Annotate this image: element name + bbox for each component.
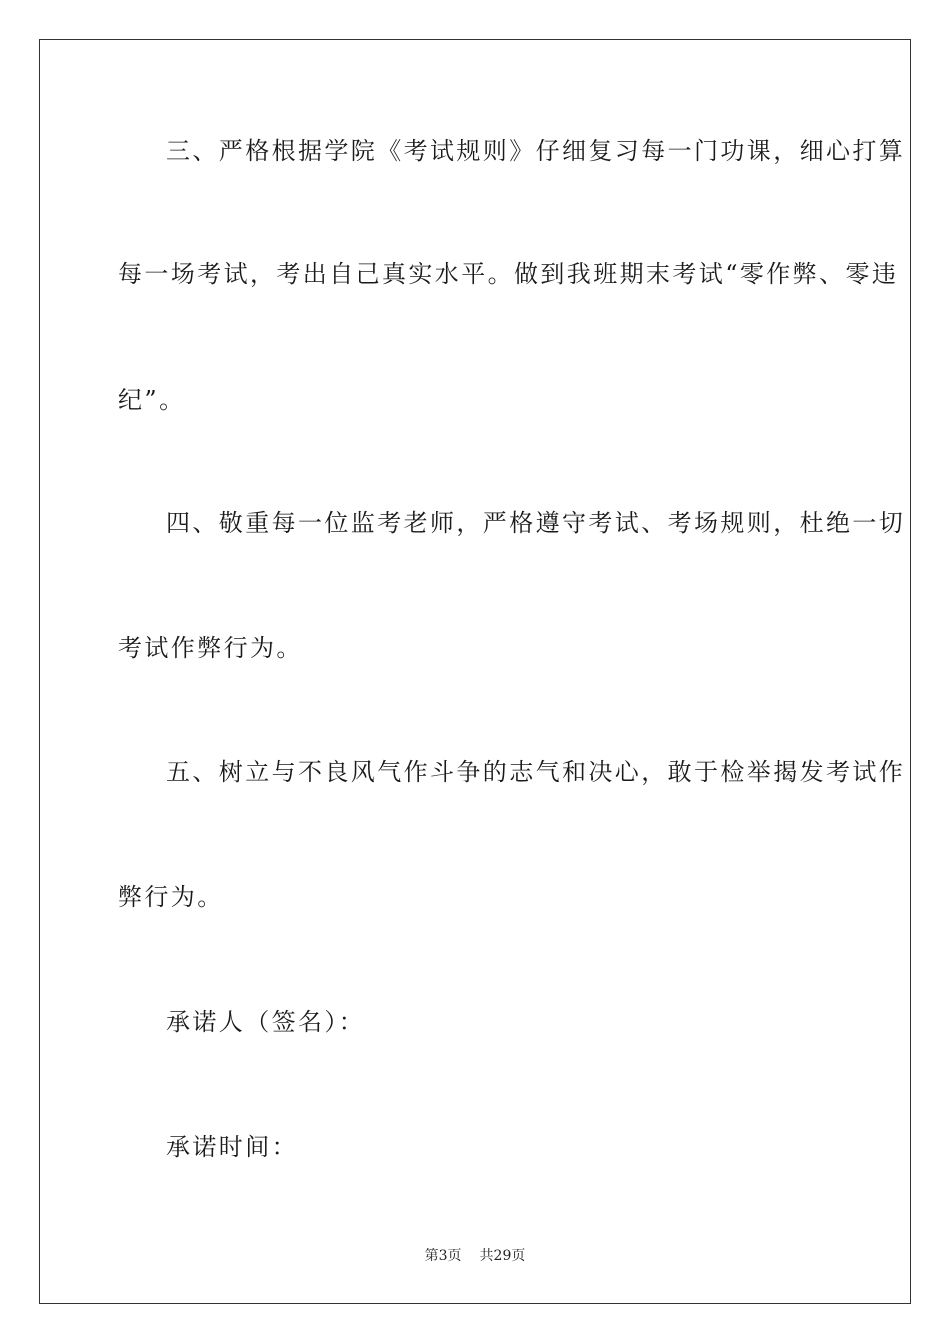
signature-label: 承诺人（签名）：	[166, 1008, 366, 1036]
paragraph-3-line-3: 纪”。	[118, 386, 186, 414]
page-frame	[39, 39, 911, 1304]
total-pages: 共29页	[479, 1248, 526, 1264]
paragraph-4-line-1: 四、敬重每一位监考老师，严格遵守考试、考场规则，杜绝一切	[166, 509, 906, 537]
paragraph-4-line-2: 考试作弊行为。	[118, 634, 303, 662]
paragraph-3-line-2: 每一场考试，考出自己真实水平。做到我班期末考试“零作弊、零违	[118, 260, 899, 288]
commitment-date-label: 承诺时间：	[166, 1133, 298, 1161]
paragraph-5-line-2: 弊行为。	[118, 883, 224, 911]
page-footer	[0, 1247, 950, 1265]
paragraph-3-line-1: 三、严格根据学院《考试规则》仔细复习每一门功课，细心打算	[166, 137, 906, 165]
page-number: 第3页	[424, 1248, 462, 1264]
paragraph-5-line-1: 五、树立与不良风气作斗争的志气和决心，敢于检举揭发考试作	[166, 758, 906, 786]
